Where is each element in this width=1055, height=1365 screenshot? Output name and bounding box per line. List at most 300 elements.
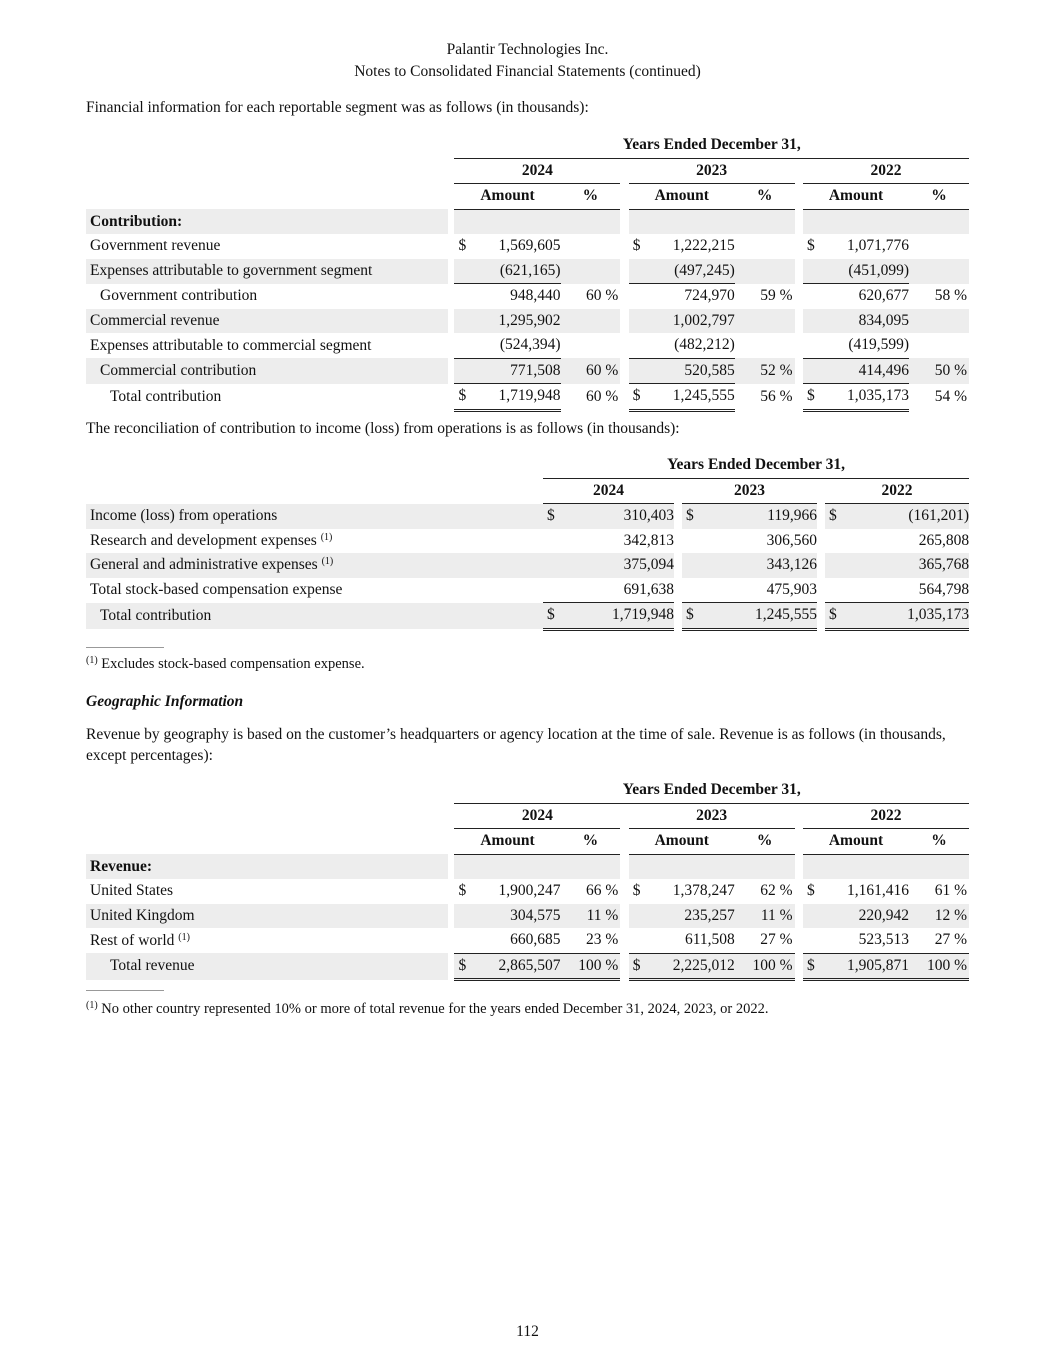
period-header: Years Ended December 31, [454, 133, 969, 158]
footnote-text: Excludes stock-based compensation expense. [101, 656, 365, 672]
amount-value: 220,942 [820, 904, 909, 929]
cell [620, 384, 628, 411]
dollar-sign [682, 578, 696, 603]
cell [795, 309, 803, 334]
percent-value [561, 259, 621, 284]
dollar-sign: $ [543, 504, 557, 529]
cell [795, 358, 803, 384]
cell [620, 234, 628, 259]
cell [620, 358, 628, 384]
cell [620, 333, 628, 358]
cell [795, 829, 803, 855]
percent-value [735, 309, 795, 334]
amount-value: 1,569,605 [498, 237, 561, 255]
percent-header: % [561, 184, 621, 210]
row-label-text: Expenses attributable to government segment [90, 262, 373, 279]
amount-value: 1,002,797 [646, 309, 735, 334]
dollar-sign: $ [803, 384, 820, 411]
amount-value: 1,071,776 [847, 237, 910, 255]
dollar-sign: $ [629, 384, 646, 411]
amount-value: 1,900,247 [498, 882, 561, 900]
percent-value: 60 % [586, 387, 619, 405]
amount-header: Amount [803, 184, 909, 210]
row-label-text: Rest of world [90, 931, 175, 949]
amount-value: 343,126 [696, 553, 817, 578]
row-label [86, 529, 543, 554]
dollar-sign [629, 309, 646, 334]
dollar-sign: $ [825, 603, 839, 630]
percent-value: 27 % [934, 931, 967, 949]
row-label [86, 953, 448, 980]
table-row [86, 184, 969, 210]
dollar-sign [629, 259, 646, 284]
table-row [86, 603, 969, 630]
dollar-sign [629, 928, 646, 953]
cell [795, 928, 803, 953]
page-number: 112 [516, 1323, 539, 1340]
cell [817, 603, 825, 630]
percent-value: 100 % [561, 953, 621, 980]
row-label [86, 284, 448, 309]
cell [620, 829, 628, 855]
table-row [86, 504, 969, 529]
amount-value: (451,099) [820, 259, 909, 284]
percent-header: % [909, 829, 969, 855]
table-row [86, 854, 969, 879]
row-label [86, 259, 448, 284]
year-header: 2024 [454, 158, 620, 184]
footnote-marker: (1) [321, 556, 334, 568]
percent-value [735, 259, 795, 284]
row-label-text: United Kingdom [90, 906, 195, 924]
percent-value: 11 % [735, 904, 795, 929]
cell [471, 854, 560, 879]
cell [817, 553, 825, 578]
table-row [86, 259, 969, 284]
dollar-sign: $ [629, 953, 646, 980]
percent-header: % [909, 184, 969, 210]
amount-value: 1,378,247 [672, 882, 735, 900]
dollar-sign [825, 578, 839, 603]
dollar-sign [803, 333, 820, 358]
row-label [86, 504, 543, 529]
segment-intro: Financial information for each reportable segment was as follows (in thousands): [86, 99, 589, 116]
year-header: 2023 [629, 158, 795, 184]
dollar-sign [454, 309, 471, 334]
dollar-sign [543, 529, 557, 554]
dollar-sign [803, 904, 820, 929]
amount-value: (482,212) [674, 336, 735, 354]
dollar-sign: $ [806, 237, 815, 255]
geographic-intro: Revenue by geography is based on the customer’s headquarters or agency location at the time of sale. Revenue is as follows (in thousands, except percentages): [86, 726, 946, 764]
year-header: 2023 [629, 803, 795, 829]
cell [803, 854, 820, 879]
cell [674, 578, 682, 603]
amount-value: 365,768 [839, 553, 969, 578]
amount-value: 304,575 [471, 904, 560, 929]
amount-value: 1,719,948 [557, 603, 674, 630]
cell [86, 778, 454, 803]
cell [795, 209, 803, 234]
table-row [86, 133, 969, 158]
row-label-text: Total contribution [110, 387, 222, 405]
amount-value: 1,245,555 [696, 603, 817, 630]
row-label-text: Total contribution [100, 606, 212, 624]
cell [620, 284, 628, 309]
cell [817, 504, 825, 529]
dollar-sign [803, 259, 820, 284]
cell [817, 529, 825, 554]
percent-value: 60 % [586, 287, 619, 304]
amount-value: 2,865,507 [471, 953, 560, 980]
row-label [86, 309, 448, 334]
dollar-sign [454, 259, 471, 284]
table-row [86, 803, 969, 829]
table-row [86, 953, 969, 980]
dollar-sign [803, 928, 820, 953]
reconciliation-footnote [86, 655, 365, 673]
amount-value: 306,560 [766, 531, 817, 549]
cell [86, 184, 454, 210]
table-row [86, 384, 969, 411]
percent-value: 23 % [586, 931, 619, 949]
table-row [86, 333, 969, 358]
table-row [86, 309, 969, 334]
percent-header: % [561, 829, 621, 855]
year-header: 2022 [803, 803, 969, 829]
dollar-sign: $ [632, 237, 641, 255]
dollar-sign [629, 284, 646, 309]
percent-value [909, 234, 969, 259]
cell [86, 803, 454, 829]
dollar-sign: $ [682, 504, 696, 529]
table-row [86, 578, 969, 603]
cell [795, 259, 803, 284]
percent-value [561, 333, 621, 358]
cell [674, 478, 682, 504]
amount-value: (524,394) [499, 336, 561, 354]
amount-value: 375,094 [557, 553, 674, 578]
percent-value: 52 % [735, 358, 795, 384]
cell [620, 184, 628, 210]
cell [646, 854, 735, 879]
cell [674, 504, 682, 529]
percent-value: 61 % [934, 882, 967, 900]
amount-value: 1,905,871 [820, 953, 909, 980]
amount-value: 1,245,555 [646, 384, 735, 411]
cell [795, 803, 803, 829]
row-label-text: Commercial contribution [100, 361, 257, 379]
amount-value: 948,440 [471, 284, 560, 309]
percent-value [909, 309, 969, 334]
percent-value: 60 % [561, 358, 621, 384]
segment-table [86, 133, 969, 412]
footnote-marker: (1) [320, 531, 333, 543]
dollar-sign: $ [458, 882, 467, 900]
amount-value: 475,903 [766, 580, 817, 598]
percent-value [909, 259, 969, 284]
table-row [86, 209, 969, 234]
dollar-sign [543, 553, 557, 578]
dollar-sign [682, 553, 696, 578]
row-label [86, 928, 448, 953]
table-row [86, 529, 969, 554]
cell [795, 234, 803, 259]
year-header: 2023 [682, 478, 817, 504]
footnote-marker: (1) [86, 655, 98, 666]
reconciliation-intro: The reconciliation of contribution to income (loss) from operations is as follows (in thousands): [86, 420, 680, 437]
table-row [86, 478, 969, 504]
table-row [86, 829, 969, 855]
cell [620, 158, 628, 184]
cell [674, 553, 682, 578]
row-label [86, 553, 543, 578]
row-label [86, 234, 448, 259]
cell [620, 928, 628, 953]
cell [620, 879, 628, 904]
dollar-sign [454, 333, 471, 358]
amount-value: 310,403 [557, 504, 674, 529]
dollar-sign: $ [543, 603, 557, 630]
amount-value: 1,161,416 [847, 882, 910, 900]
cell [629, 854, 646, 879]
percent-value: 27 % [760, 931, 793, 949]
amount-value: 1,035,173 [839, 603, 969, 630]
percent-value [909, 333, 969, 358]
dollar-sign: $ [458, 237, 467, 255]
cell [909, 209, 969, 234]
table-row [86, 453, 969, 478]
table-row [86, 234, 969, 259]
amount-value: (419,599) [848, 336, 910, 354]
cell [674, 529, 682, 554]
cell [795, 854, 803, 879]
dollar-sign [825, 529, 839, 554]
dollar-sign [454, 928, 471, 953]
period-header: Years Ended December 31, [454, 778, 969, 803]
cell [620, 309, 628, 334]
row-label-text: Commercial revenue [90, 311, 220, 329]
year-header: 2024 [454, 803, 620, 829]
row-label-text: Total revenue [110, 957, 195, 975]
footnote-divider [86, 647, 164, 648]
cell [620, 803, 628, 829]
cell [820, 209, 909, 234]
amount-value: 834,095 [820, 309, 909, 334]
table-row [86, 879, 969, 904]
percent-value [561, 309, 621, 334]
section-label: Revenue: [86, 854, 448, 879]
amount-value: 2,225,012 [646, 953, 735, 980]
cell [909, 854, 969, 879]
cell [620, 854, 628, 879]
amount-value: 520,585 [646, 358, 735, 384]
dollar-sign: $ [454, 384, 471, 411]
dollar-sign: $ [825, 504, 839, 529]
period-header: Years Ended December 31, [543, 453, 969, 478]
row-label-text: Research and development expenses [90, 531, 317, 549]
row-label-text: Government contribution [100, 287, 258, 304]
section-label: Contribution: [86, 209, 448, 234]
reconciliation-table [86, 453, 969, 631]
footnote-marker: (1) [178, 931, 190, 943]
footnote-text: No other country represented 10% or more of total revenue for the years ended December 31, 2024, 2023, or 2022. [101, 1001, 769, 1017]
amount-value: 523,513 [858, 931, 910, 949]
amount-value: (497,245) [646, 259, 735, 284]
geographic-heading: Geographic Information [86, 693, 244, 710]
table-row [86, 158, 969, 184]
percent-value [561, 234, 621, 259]
amount-header: Amount [629, 184, 735, 210]
cell [795, 184, 803, 210]
cell [735, 209, 795, 234]
amount-value: 1,035,173 [820, 384, 909, 411]
amount-value: 235,257 [646, 904, 735, 929]
amount-value: 771,508 [471, 358, 560, 384]
cell [803, 209, 820, 234]
company-name: Palantir Technologies Inc. [446, 41, 609, 58]
dollar-sign [825, 553, 839, 578]
percent-value: 12 % [909, 904, 969, 929]
footnote-marker: (1) [86, 1000, 98, 1011]
dollar-sign: $ [806, 882, 815, 900]
table-row [86, 904, 969, 929]
amount-value: 611,508 [684, 931, 735, 949]
cell [629, 209, 646, 234]
amount-header: Amount [454, 184, 560, 210]
cell [674, 603, 682, 630]
cell [561, 854, 621, 879]
row-label-text: Expenses attributable to commercial segment [90, 336, 372, 354]
dollar-sign [803, 309, 820, 334]
dollar-sign: $ [632, 882, 641, 900]
dollar-sign [629, 904, 646, 929]
dollar-sign [629, 358, 646, 384]
dollar-sign: $ [803, 953, 820, 980]
amount-value: (161,201) [839, 504, 969, 529]
percent-value [735, 234, 795, 259]
table-row [86, 778, 969, 803]
row-label-text: Government revenue [90, 237, 221, 255]
cell [471, 209, 560, 234]
amount-header: Amount [803, 829, 909, 855]
row-label [86, 384, 448, 411]
footnote-divider [86, 990, 164, 991]
dollar-sign [454, 358, 471, 384]
cell [735, 854, 795, 879]
dollar-sign: $ [682, 603, 696, 630]
table-row [86, 284, 969, 309]
cell [86, 158, 454, 184]
cell [795, 158, 803, 184]
cell [795, 333, 803, 358]
amount-value: 620,677 [820, 284, 909, 309]
dollar-sign [454, 904, 471, 929]
amount-header: Amount [629, 829, 735, 855]
amount-value: 265,808 [918, 531, 970, 549]
amount-value: 414,496 [820, 358, 909, 384]
amount-value: 1,222,215 [672, 237, 735, 255]
percent-value: 100 % [735, 953, 795, 980]
cell [646, 209, 735, 234]
table-row [86, 358, 969, 384]
amount-value: 691,638 [623, 580, 674, 598]
amount-value: (621,165) [471, 259, 560, 284]
cell [620, 953, 628, 980]
dollar-sign [803, 358, 820, 384]
percent-value: 62 % [760, 882, 793, 900]
cell [86, 453, 543, 478]
percent-header: % [735, 184, 795, 210]
cell [86, 478, 543, 504]
geographic-footnote [86, 1000, 768, 1018]
table-row [86, 553, 969, 578]
cell [795, 904, 803, 929]
cell [561, 209, 621, 234]
percent-value: 66 % [586, 882, 619, 900]
percent-value: 11 % [561, 904, 621, 929]
row-label-text: General and administrative expenses [90, 556, 318, 574]
table-row [86, 928, 969, 953]
cell [86, 829, 454, 855]
percent-value: 56 % [760, 387, 793, 405]
cell [817, 578, 825, 603]
amount-header: Amount [454, 829, 560, 855]
dollar-sign [629, 333, 646, 358]
cell [454, 209, 471, 234]
cell [817, 478, 825, 504]
amount-value: 564,798 [918, 580, 970, 598]
row-label-text: Income (loss) from operations [90, 507, 278, 524]
percent-header: % [735, 829, 795, 855]
dollar-sign: $ [454, 953, 471, 980]
year-header: 2024 [543, 478, 674, 504]
cell [795, 953, 803, 980]
amount-value: 1,719,948 [471, 384, 560, 411]
percent-value: 58 % [934, 287, 967, 304]
row-label-text: Total stock-based compensation expense [90, 581, 343, 598]
percent-value: 100 % [909, 953, 969, 980]
cell [86, 133, 454, 158]
page-subtitle: Notes to Consolidated Financial Statements (continued) [354, 63, 701, 80]
cell [795, 879, 803, 904]
cell [454, 854, 471, 879]
amount-value: 724,970 [646, 284, 735, 309]
amount-value: 660,685 [510, 931, 561, 949]
percent-value: 59 % [760, 287, 793, 304]
amount-value: 119,966 [696, 504, 817, 529]
row-label [86, 603, 543, 630]
cell [795, 284, 803, 309]
cell [620, 209, 628, 234]
row-label [86, 358, 448, 384]
row-label [86, 904, 448, 929]
dollar-sign [454, 284, 471, 309]
row-label [86, 333, 448, 358]
cell [820, 854, 909, 879]
percent-value: 54 % [934, 387, 967, 405]
dollar-sign [543, 578, 557, 603]
cell [620, 259, 628, 284]
dollar-sign [803, 284, 820, 309]
geographic-table [86, 778, 969, 981]
amount-value: 342,813 [623, 531, 674, 549]
cell [795, 384, 803, 411]
row-label [86, 578, 543, 603]
dollar-sign [682, 529, 696, 554]
row-label-text: United States [90, 882, 174, 900]
row-label [86, 879, 448, 904]
